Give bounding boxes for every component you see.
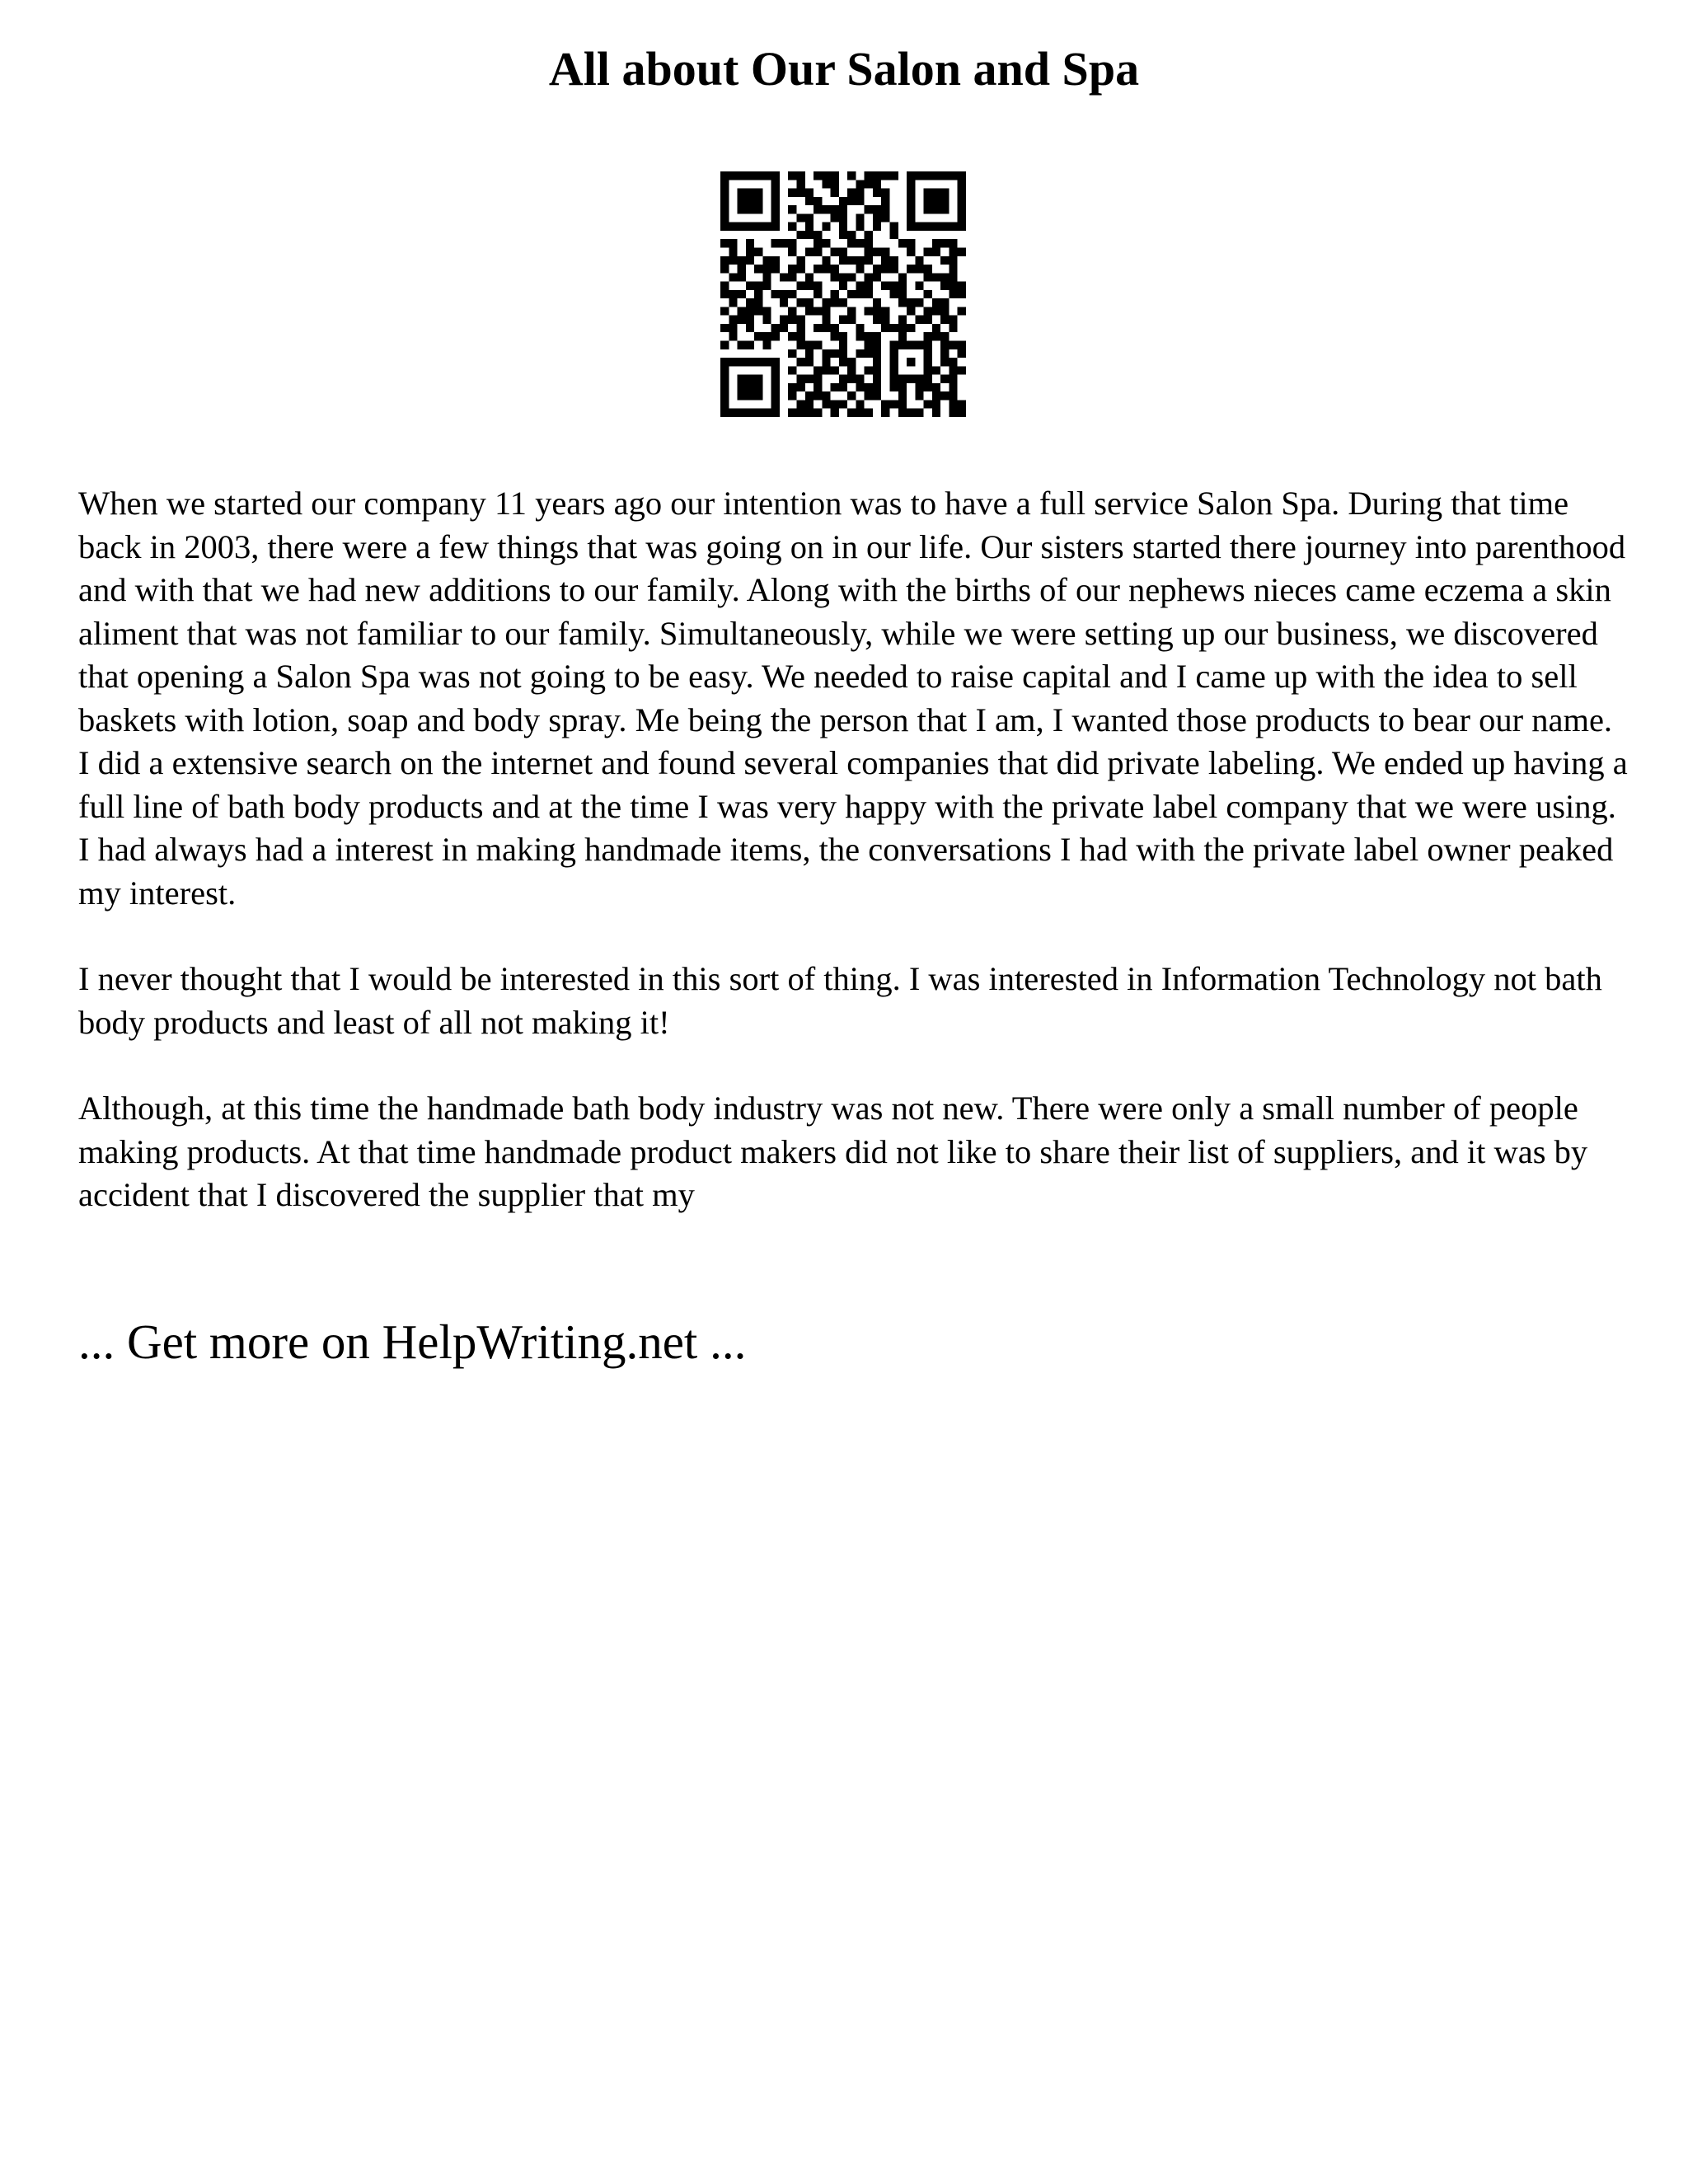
paragraph-3: Although, at this time the handmade bath body industry was not new. There were only a small number of people making products. At that time handmade product makers did not like to share their list of suppliers, and it was by accident that I discovered the supplier that my <box>78 1090 1588 1213</box>
paragraph-1: When we started our company 11 years ago our intention was to have a full service Salon Spa. During that time back in 2003, there were a few things that was going on in our life. Our sisters started there journey into parenthood and with that we had new additions to our family. Along with the births of our nephews nieces came eczema a skin aliment that was not familiar to our family. Simultaneously, while we were setting up our business, we discovered that opening a Salon Spa was not going to be easy. We needed to raise capital and I came up with the idea to sell baskets with lotion, soap and body spray. Me being the person that I am, I wanted those products to bear our name. I did a extensive search on the internet and found several companies that did private labeling. We ended up having a full line of bath body products and at the time I was very happy with the private label company that we were using. I had always had a interest in making handmade items, the conversations I had with the private label owner peaked my interest. <box>78 485 1628 912</box>
article-body <box>78 482 1628 1260</box>
qr-code-icon <box>720 171 966 417</box>
paragraph-2: I never thought that I would be interested in this sort of thing. I was interested in Information Technology not bath body products and least of all not making it! <box>78 960 1602 1041</box>
page-title: All about Our Salon and Spa <box>548 42 1140 96</box>
get-more-link[interactable]: ... Get more on HelpWriting.net ... <box>78 1315 747 1369</box>
